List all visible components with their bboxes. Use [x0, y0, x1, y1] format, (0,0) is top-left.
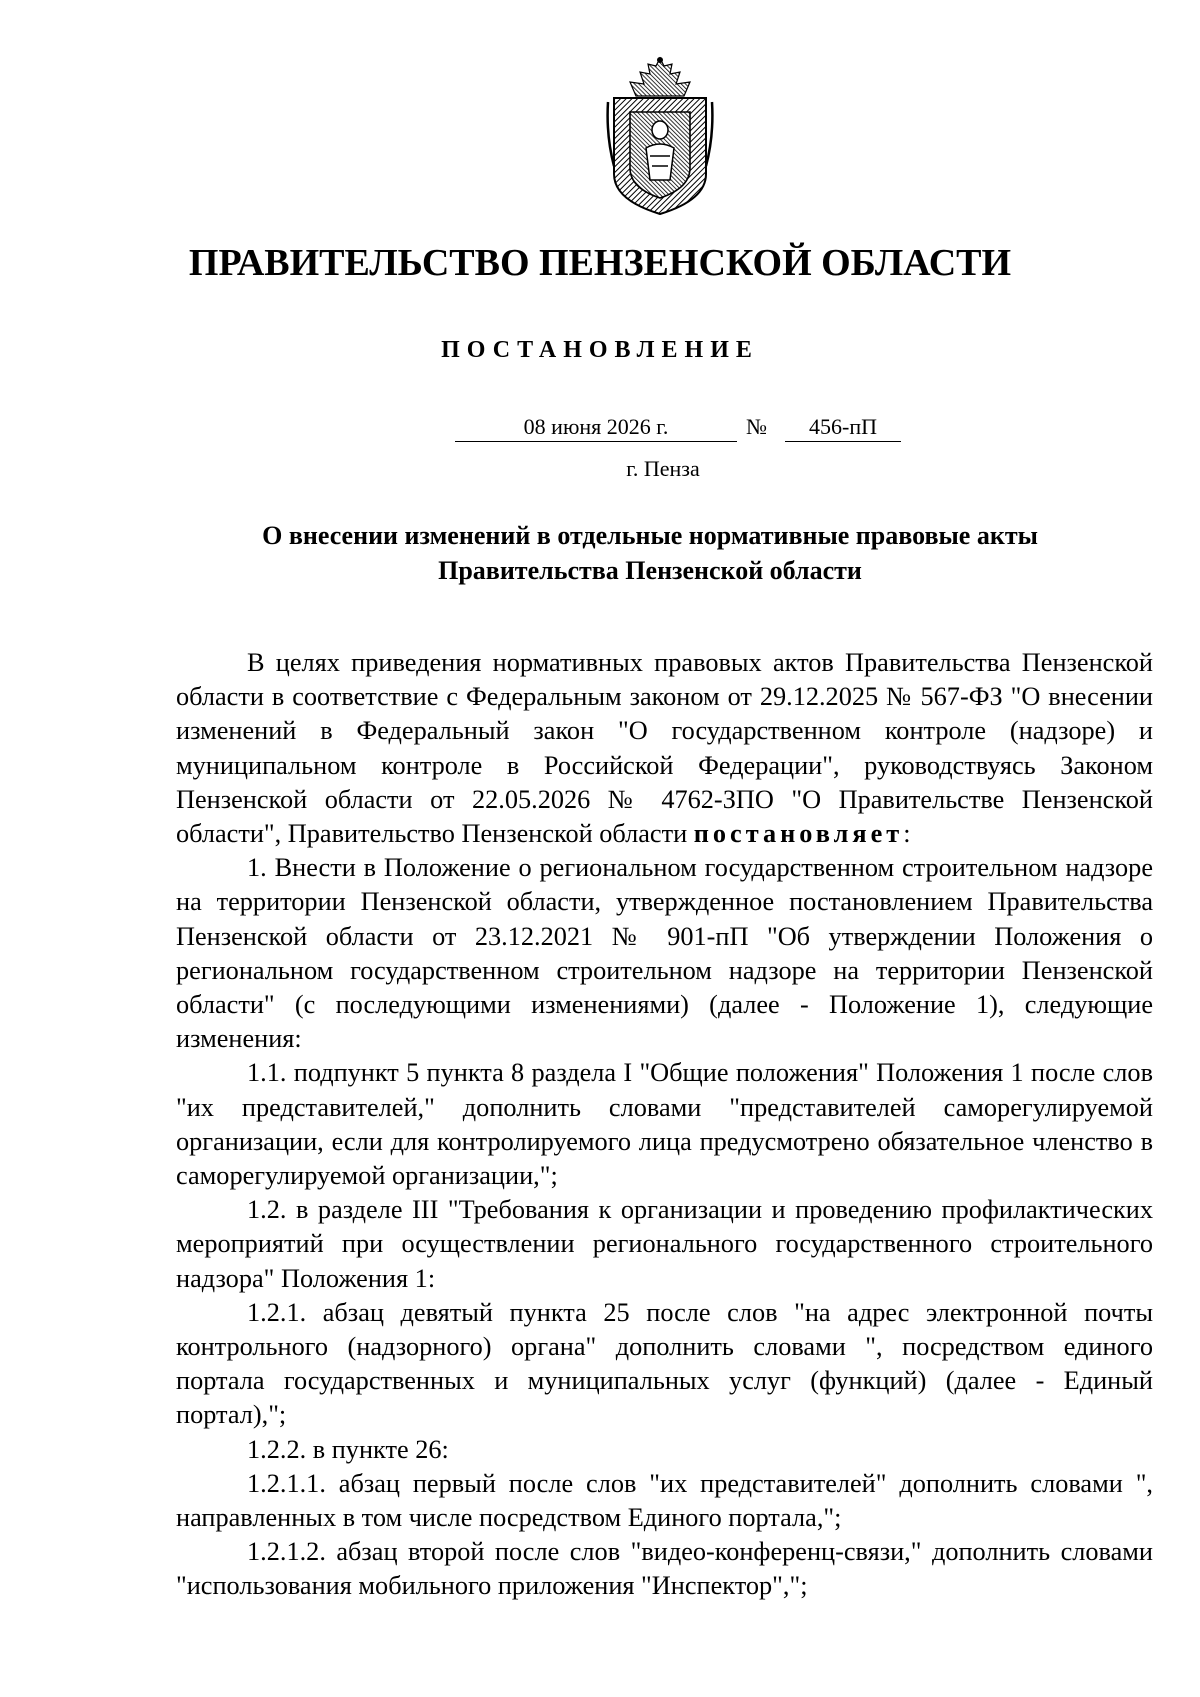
paragraph-1-2-2: 1.2.2. в пункте 26: — [247, 1434, 449, 1464]
paragraph-1-2: 1.2. в разделе III "Требования к организации и проведению профилактических мероприятий при осуществлении регионального государственного строительного надзора" Положения 1: — [176, 1195, 1153, 1293]
subject-line-1: О внесении изменений в отдельные нормативные правовые акты — [262, 521, 1038, 550]
preamble-text: В целях приведения нормативных правовых актов Правительства Пензенской области в соответствие с Федеральным законом от 29.12.2025 № 567-ФЗ "О внесении изменений в Федеральный закон "О государственном контроле (надзоре) и муниципальном контроле в Российской Федерации", руководствуясь Законом Пензенской области от 22.05.2026 № 4762-ЗПО "О Правительстве Пензенской области", Правительство Пензенской области — [176, 648, 1153, 849]
paragraph-1-2-1: 1.2.1. абзац девятый пункта 25 после слов "на адрес электронной почты контрольного (надзорного) органа" дополнить словами ", посредством единого портала государственных и муниципальных услуг (функций) (далее - Единый портал),"; — [176, 1297, 1153, 1430]
paragraph-1-2-1-2: 1.2.1.2. абзац второй после слов "видео-конференц-связи," дополнить словами "использования мобильного приложения "Инспектор","; — [176, 1537, 1153, 1601]
paragraph-1-2-1-1: 1.2.1.1. абзац первый после слов "их представителей" дополнить словами ", направленных в том числе посредством Единого портала,"; — [176, 1468, 1153, 1533]
document-type: ПОСТАНОВЛЕНИЕ — [441, 337, 759, 363]
paragraph-1: 1. Внести в Положение о региональном государственном строительном надзоре на территории Пензенской области, утвержденное постановлением Правительства Пензенской области от 23.12.2021 № 901-пП "Об утверждении Положения о региональном государственном строительном надзоре на территории Пензенской области" (с последующими изменениями) (далее - Положение 1), следующие изменения: — [176, 853, 1153, 1054]
organization-title: ПРАВИТЕЛЬСТВО ПЕНЗЕНСКОЙ ОБЛАСТИ — [188, 242, 1012, 284]
decree-colon: : — [903, 819, 911, 849]
paragraph-1-1: 1.1. подпункт 5 пункта 8 раздела I "Общие положения" Положения 1 после слов "их представителей," дополнить словами "представителей саморегулируемой организации, если для контролируемого лица предусмотрено обязательное членство в саморегулируемой организации,"; — [176, 1058, 1153, 1191]
preamble-paragraph — [176, 646, 1153, 851]
coat-of-arms-emblem — [606, 56, 714, 216]
document-body — [176, 646, 1153, 1604]
subject-line-2: Правительства Пензенской области — [438, 556, 862, 585]
document-date: 08 июня 2026 г. — [455, 413, 737, 442]
number-sign: № — [746, 414, 767, 439]
city: г. Пенза — [626, 456, 700, 481]
document-number: 456-пП — [785, 413, 901, 442]
document-subject — [180, 518, 1120, 588]
decree-word: постановляет — [693, 819, 904, 849]
